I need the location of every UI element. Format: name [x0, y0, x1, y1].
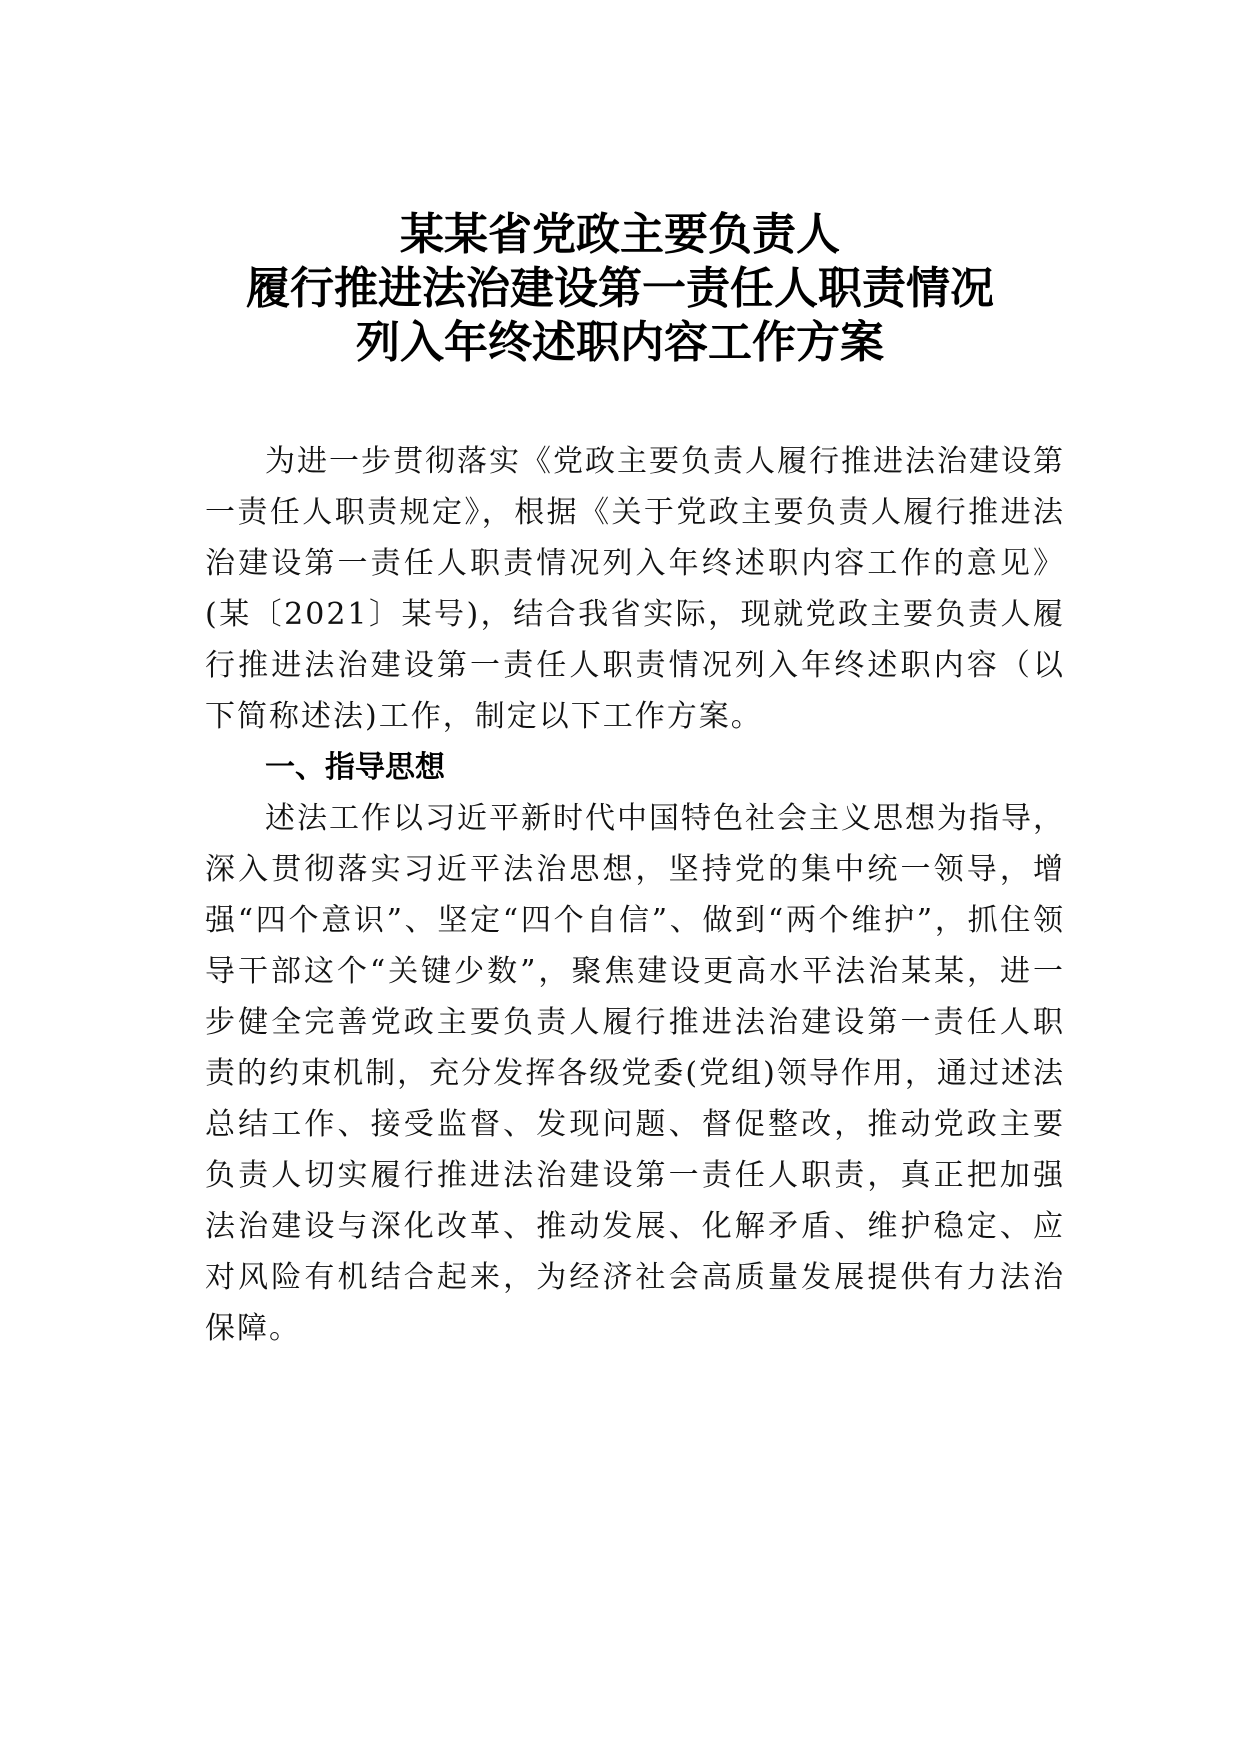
title-line-3: 列入年终述职内容工作方案 [356, 317, 884, 368]
title-line-2: 履行推进法治建设第一责任人职责情况 [246, 263, 994, 314]
section-heading-guiding-ideology: 一、指导思想 [265, 750, 445, 785]
intro-paragraph: 为进一步贯彻落实《党政主要负责人履行推进法治建设第一责任人职责规定》，根据《关于党政主要负责人履行推进法治建设第一责任人职责情况列入年终述职内容工作的意见》(某〔2021〕某号)，结合我省实际，现就党政主要负责人履行推进法治建设第一责任人职责情况列入年终述职内容（以下简称述法)工作，制定以下工作方案。 [205, 444, 1065, 734]
document-title [200, 208, 1040, 370]
title-line-1: 某某省党政主要负责人 [400, 209, 840, 260]
document-body [205, 436, 1065, 1354]
guiding-ideology-paragraph: 述法工作以习近平新时代中国特色社会主义思想为指导，深入贯彻落实习近平法治思想，坚持党的集中统一领导，增强“四个意识”、坚定“四个自信”、做到“两个维护”，抓住领导干部这个“关键少数”，聚焦建设更高水平法治某某，进一步健全完善党政主要负责人履行推进法治建设第一责任人职责的约束机制，充分发挥各级党委(党组)领导作用，通过述法总结工作、接受监督、发现问题、督促整改，推动党政主要负责人切实履行推进法治建设第一责任人职责，真正把加强法治建设与深化改革、推动发展、化解矛盾、维护稳定、应对风险有机结合起来，为经济社会高质量发展提供有力法治保障。 [205, 801, 1065, 1346]
